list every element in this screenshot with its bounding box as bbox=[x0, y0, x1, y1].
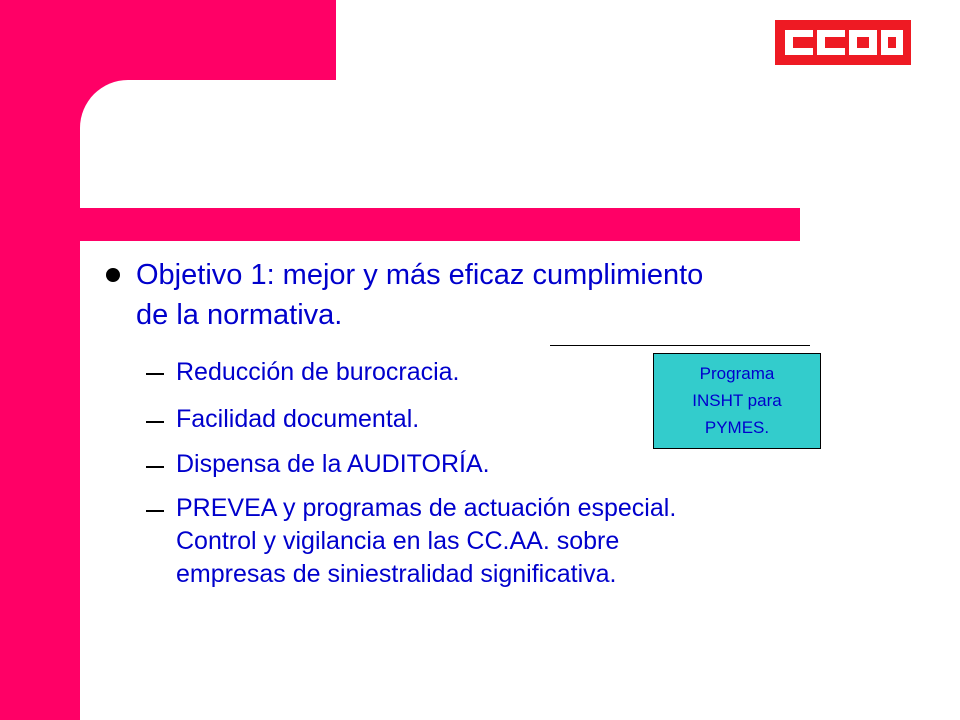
callout-box bbox=[653, 353, 821, 449]
main-bullet-text bbox=[136, 255, 866, 335]
left-accent-band bbox=[0, 0, 80, 720]
ccoo-logo-glyphs bbox=[775, 20, 911, 65]
sub-bullet-4 bbox=[176, 492, 876, 591]
dash-marker bbox=[146, 373, 164, 375]
sub-bullet-4-line-2: Control y vigilancia en las CC.AA. sobre bbox=[176, 527, 620, 555]
callout-line-3: PYMES. bbox=[704, 418, 770, 437]
callout-connector-line bbox=[550, 345, 810, 346]
main-bullet-line-2: de la normativa. bbox=[136, 299, 343, 331]
title-divider-bar bbox=[80, 208, 800, 241]
sub-bullet-4-line-1: PREVEA y programas de actuación especial. bbox=[176, 494, 677, 522]
sub-bullet-1-line-1: Reducción de burocracia. bbox=[176, 358, 460, 386]
bullet-dot bbox=[106, 268, 120, 282]
sub-bullet-2-line-1: Facilidad documental. bbox=[176, 405, 420, 433]
main-bullet-line-1: Objetivo 1: mejor y más eficaz cumplimiento bbox=[136, 259, 704, 291]
sub-bullet-4-line-3: empresas de siniestralidad significativa. bbox=[176, 560, 617, 588]
sub-bullet-3-line-1: Dispensa de la AUDITORÍA. bbox=[176, 450, 490, 478]
ccoo-logo bbox=[775, 20, 911, 65]
dash-marker bbox=[146, 510, 164, 512]
sub-bullet-3 bbox=[176, 448, 876, 481]
top-accent-band bbox=[0, 0, 336, 80]
dash-marker bbox=[146, 466, 164, 468]
callout-line-2: INSHT para bbox=[692, 391, 782, 410]
callout-line-1: Programa bbox=[699, 364, 775, 383]
dash-marker bbox=[146, 421, 164, 423]
